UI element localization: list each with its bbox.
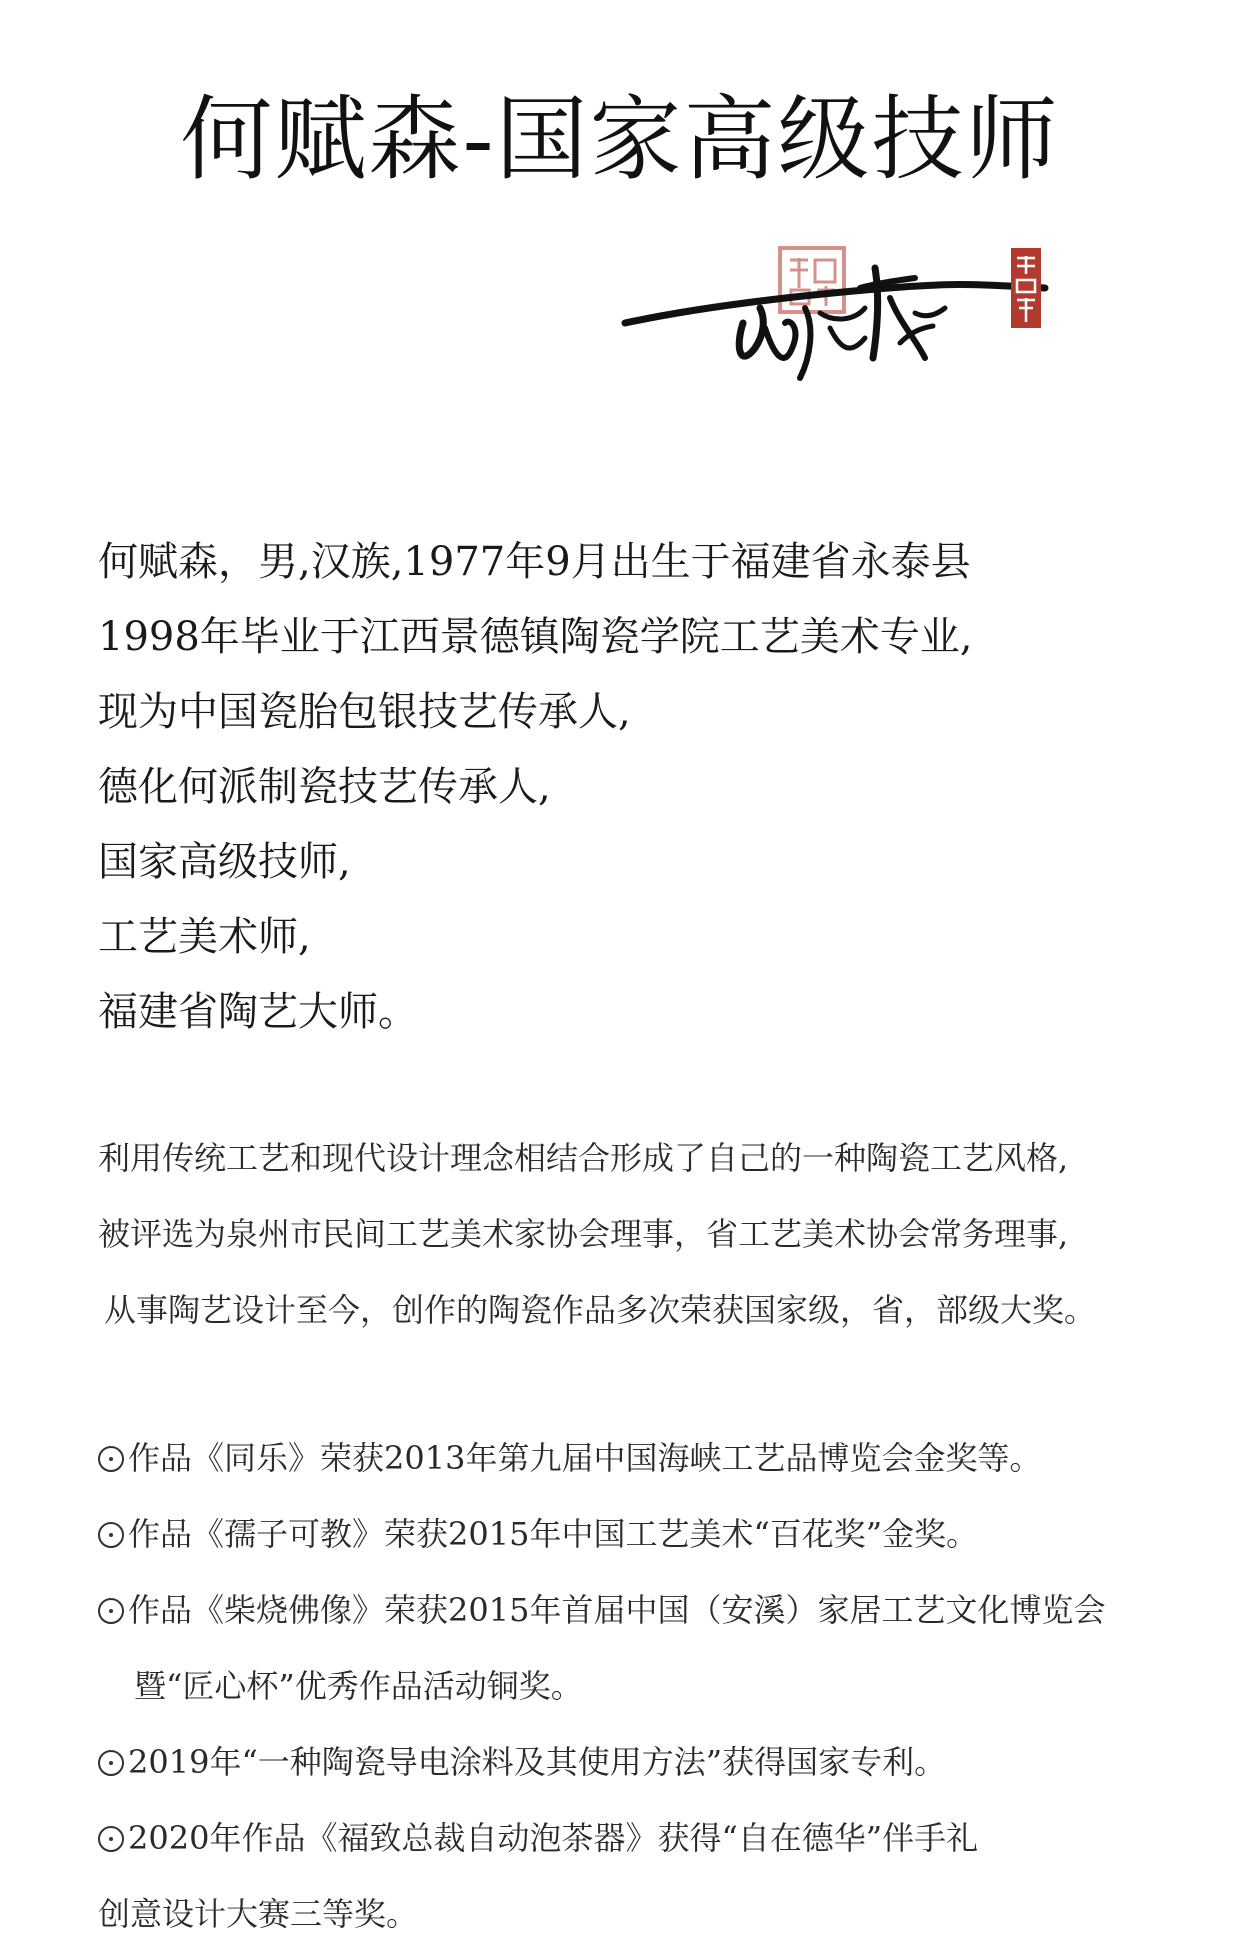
bio-line: 国家高级技师, xyxy=(98,839,351,885)
bio-line: 福建省陶艺大师。 xyxy=(98,989,418,1035)
award-continuation xyxy=(98,1648,1218,1724)
award-text: 作品《同乐》荣获2013年第九届中国海峡工艺品博览会金奖等。 xyxy=(128,1439,1042,1477)
award-continuation xyxy=(98,1876,1218,1952)
award-text: 创意设计大赛三等奖。 xyxy=(98,1895,419,1933)
award-text: 作品《孺子可教》荣获2015年中国工艺美术“百花奖”金奖。 xyxy=(128,1515,979,1553)
award-item xyxy=(98,1572,1218,1648)
award-item xyxy=(98,1724,1218,1800)
summary-line: 从事陶艺设计至今，创作的陶瓷作品多次荣获国家级，省，部级大奖。 xyxy=(104,1291,1097,1329)
award-item xyxy=(98,1800,1218,1876)
award-text: 2019年“一种陶瓷导电涂料及其使用方法”获得国家专利。 xyxy=(128,1743,947,1781)
bio-line: 德化何派制瓷技艺传承人, xyxy=(98,764,551,810)
bio-line: 1998年毕业于江西景德镇陶瓷学院工艺美术专业, xyxy=(98,614,973,660)
bio-line: 工艺美术师, xyxy=(98,914,311,960)
seal-right-icon xyxy=(1011,248,1041,328)
summary-line: 利用传统工艺和现代设计理念相结合形成了自己的一种陶瓷工艺风格, xyxy=(98,1139,1069,1177)
award-item xyxy=(98,1496,1218,1572)
bio-line: 现为中国瓷胎包银技艺传承人, xyxy=(98,689,631,735)
bio-section xyxy=(98,525,1178,1050)
signature-with-seals xyxy=(615,228,1055,398)
seal-left-icon xyxy=(780,248,844,312)
circle-bullet-icon xyxy=(98,1522,124,1548)
bio-line: 何赋森，男,汉族,1977年9月出生于福建省永泰县 xyxy=(98,539,971,585)
summary-line: 被评选为泉州市民间工艺美术家协会理事，省工艺美术协会常务理事, xyxy=(98,1215,1069,1253)
award-item xyxy=(98,1420,1218,1496)
summary-section xyxy=(98,1120,1218,1348)
circle-bullet-icon xyxy=(98,1750,124,1776)
circle-bullet-icon xyxy=(98,1598,124,1624)
award-text: 暨“匠心杯”优秀作品活动铜奖。 xyxy=(134,1667,583,1705)
circle-bullet-icon xyxy=(98,1446,124,1472)
circle-bullet-icon xyxy=(98,1826,124,1852)
awards-section xyxy=(98,1420,1218,1952)
page-title: 何赋森-国家高级技师 xyxy=(180,86,1060,193)
award-text: 2020年作品《福致总裁自动泡茶器》获得“自在德华”伴手礼 xyxy=(128,1819,979,1857)
award-text: 作品《柴烧佛像》荣获2015年首届中国（安溪）家居工艺文化博览会 xyxy=(128,1591,1106,1629)
